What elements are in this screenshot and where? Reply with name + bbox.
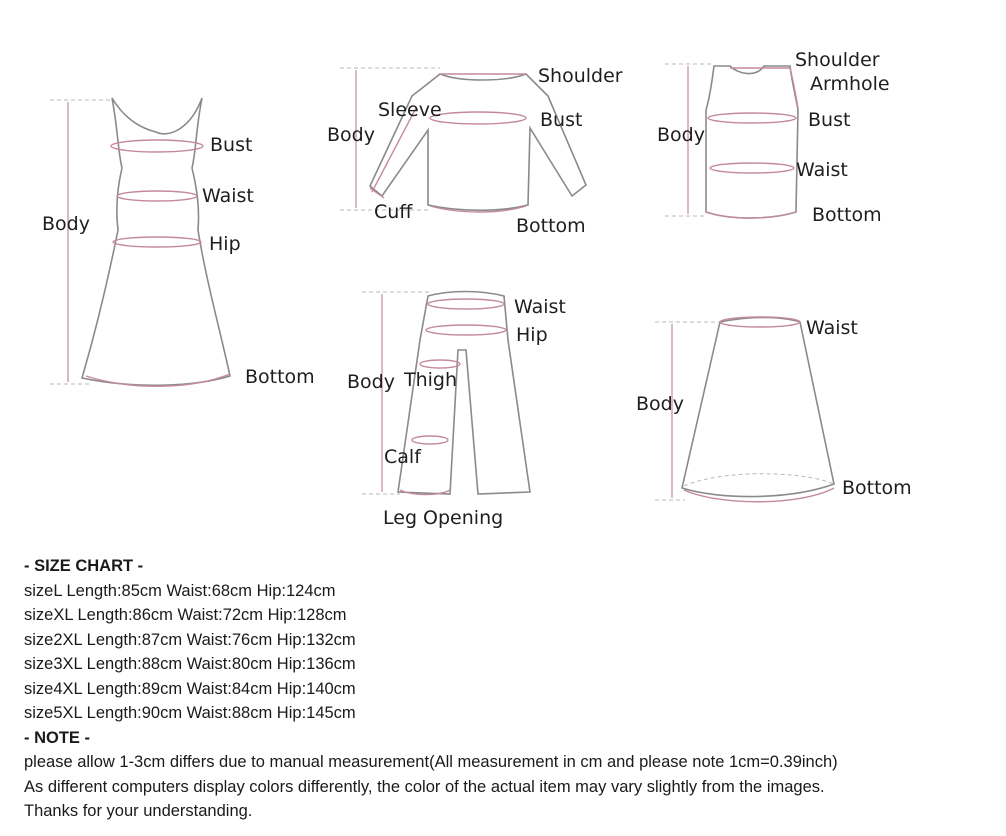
dress-bust-label: Bust <box>210 134 253 156</box>
vest-shoulder-label: Shoulder <box>795 49 880 71</box>
skirt-diagram <box>636 317 912 502</box>
vest-diagram <box>657 49 890 226</box>
dress-hip-label: Hip <box>209 233 241 255</box>
size-chart-heading: - SIZE CHART - <box>24 557 144 575</box>
pants-calf-label: Calf <box>384 446 421 468</box>
dress-body-label: Body <box>42 213 90 235</box>
size-row-4xl: size4XL Length:89cm Waist:84cm Hip:140cm <box>24 679 356 698</box>
skirt-body-label: Body <box>636 393 684 415</box>
note-heading: - NOTE - <box>24 728 90 747</box>
pants-waist-label: Waist <box>514 296 566 318</box>
vest-bottom-label: Bottom <box>812 204 882 226</box>
note-line: Thanks for your understanding. <box>24 802 253 820</box>
top-diagram <box>327 65 623 237</box>
note-line: As different computers display colors differently, the color of the actual item may vary slightly from the images. <box>24 777 825 796</box>
note-line: please allow 1-3cm differs due to manual measurement(All measurement in cm and please note 1cm=0.39inch) <box>24 753 838 771</box>
pants-body-label: Body <box>347 371 395 393</box>
size-row-l: sizeL Length:85cm Waist:68cm Hip:124cm <box>24 581 336 600</box>
top-cuff-label: Cuff <box>374 201 413 223</box>
size-row-xl: sizeXL Length:86cm Waist:72cm Hip:128cm <box>24 606 347 624</box>
size-row-5xl: size5XL Length:90cm Waist:88cm Hip:145cm <box>24 704 356 722</box>
vest-armhole-label: Armhole <box>810 73 890 95</box>
size-info-section <box>24 554 994 824</box>
dress-waist-label: Waist <box>202 185 254 207</box>
top-body-label: Body <box>327 124 375 146</box>
size-row-3xl: size3XL Length:88cm Waist:80cm Hip:136cm <box>24 655 356 673</box>
vest-waist-label: Waist <box>796 159 848 181</box>
pants-thigh-label: Thigh <box>404 369 458 391</box>
skirt-waist-label: Waist <box>806 317 858 339</box>
vest-body-label: Body <box>657 124 705 146</box>
pants-hip-label: Hip <box>516 324 548 346</box>
vest-bust-label: Bust <box>808 109 851 131</box>
size-row-2xl: size2XL Length:87cm Waist:76cm Hip:132cm <box>24 630 356 649</box>
top-shoulder-label: Shoulder <box>538 65 623 87</box>
dress-diagram <box>42 98 315 388</box>
pants-diagram <box>347 292 566 530</box>
skirt-bottom-label: Bottom <box>842 477 912 499</box>
top-sleeve-label: Sleeve <box>378 99 442 121</box>
dress-bottom-label: Bottom <box>245 366 315 388</box>
top-bottom-label: Bottom <box>516 215 586 237</box>
top-bust-label: Bust <box>540 109 583 131</box>
pants-leg-opening-label: Leg Opening <box>383 507 504 529</box>
